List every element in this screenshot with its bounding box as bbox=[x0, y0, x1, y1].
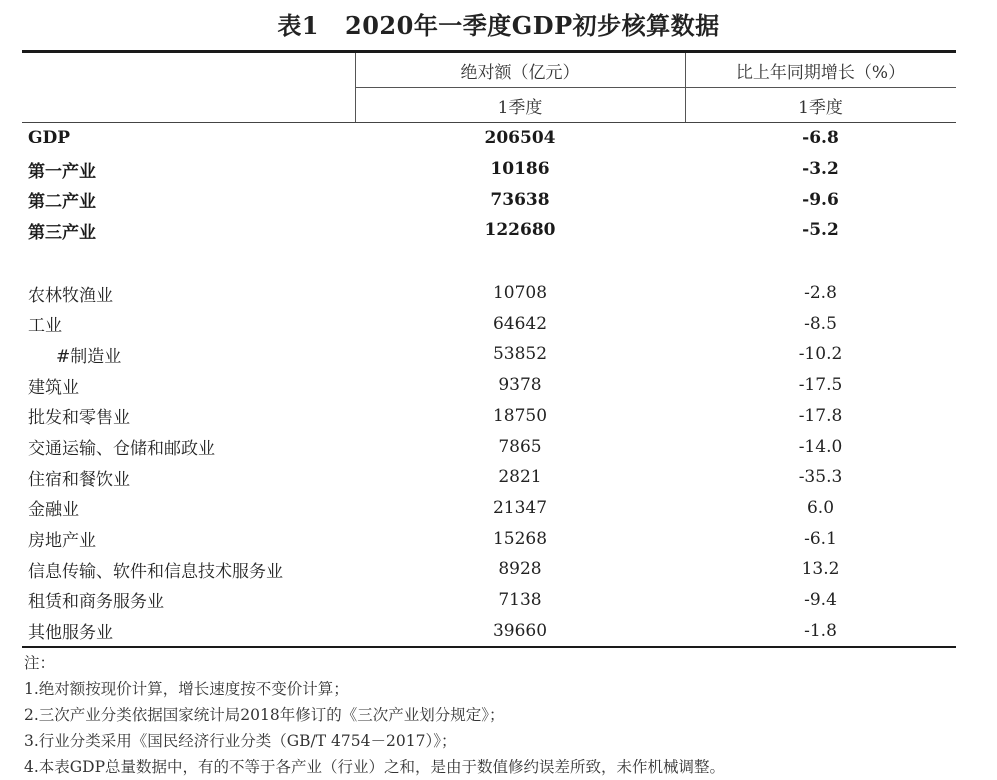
row-growth: -3.2 bbox=[802, 159, 839, 180]
row-name: 第二产业 bbox=[28, 192, 96, 213]
section-spacer bbox=[22, 246, 956, 278]
table-body bbox=[22, 123, 956, 646]
header-divider-1 bbox=[355, 53, 356, 122]
row-name: #制造业 bbox=[56, 346, 122, 367]
row-name: 租赁和商务服务业 bbox=[28, 592, 164, 613]
table-row bbox=[22, 493, 956, 524]
table-row bbox=[22, 615, 956, 646]
table-title-text: 2020年一季度GDP初步核算数据 bbox=[345, 11, 720, 40]
table-row bbox=[22, 370, 956, 401]
row-name: 住宿和餐饮业 bbox=[28, 469, 130, 490]
table-row bbox=[22, 585, 956, 616]
row-value: 53852 bbox=[492, 344, 548, 365]
note-item: 3.行业分类采用《国民经济行业分类（GB/T 4754－2017）》； bbox=[24, 732, 457, 750]
row-value: 39660 bbox=[492, 620, 548, 641]
row-growth: -9.6 bbox=[802, 189, 839, 210]
row-value: 64642 bbox=[492, 313, 548, 334]
row-growth: -5.2 bbox=[802, 220, 839, 241]
table-row bbox=[22, 554, 956, 585]
gdp-table bbox=[22, 50, 956, 648]
row-growth: -6.8 bbox=[802, 128, 839, 149]
row-name: 其他服务业 bbox=[28, 623, 113, 644]
header-divider-2 bbox=[685, 53, 686, 122]
note-item: 2.三次产业分类依据国家统计局2018年修订的《三次产业划分规定》； bbox=[24, 706, 505, 724]
table-row bbox=[22, 401, 956, 432]
row-name: 农林牧渔业 bbox=[28, 285, 113, 306]
row-value: 206504 bbox=[484, 128, 556, 149]
row-name: 工业 bbox=[28, 316, 62, 337]
table-row bbox=[22, 308, 956, 339]
table-number: 表1 bbox=[277, 11, 320, 40]
table-row bbox=[22, 278, 956, 309]
row-value: 18750 bbox=[492, 405, 548, 426]
table-row bbox=[22, 462, 956, 493]
table-row bbox=[22, 431, 956, 462]
row-value: 10186 bbox=[490, 159, 550, 180]
note-item: 4.本表GDP总量数据中，有的不等于各产业（行业）之和，是由于数值修约误差所致，未作机械调整。 bbox=[24, 758, 726, 776]
row-growth: -17.8 bbox=[798, 405, 843, 426]
row-growth: -2.8 bbox=[804, 283, 837, 304]
header-sub-value: 1季度 bbox=[497, 97, 543, 118]
table-row bbox=[22, 123, 956, 154]
row-growth: -35.3 bbox=[798, 467, 843, 488]
row-growth: -14.0 bbox=[798, 436, 843, 457]
row-value: 8928 bbox=[498, 559, 542, 580]
row-growth: -10.2 bbox=[798, 344, 843, 365]
header-row-2 bbox=[22, 88, 956, 122]
row-growth: 6.0 bbox=[806, 497, 835, 518]
row-name: 房地产业 bbox=[28, 531, 96, 552]
row-name: 批发和零售业 bbox=[28, 408, 130, 429]
header-value: 绝对额（亿元） bbox=[460, 62, 580, 83]
row-name: 交通运输、仓储和邮政业 bbox=[28, 439, 215, 460]
header-row-1 bbox=[22, 53, 956, 87]
row-name: 信息传输、软件和信息技术服务业 bbox=[28, 561, 283, 582]
row-growth: -8.5 bbox=[804, 313, 837, 334]
header-sub-growth: 1季度 bbox=[798, 97, 843, 118]
row-growth: -6.1 bbox=[804, 528, 837, 549]
table-title bbox=[0, 6, 997, 41]
row-growth: -9.4 bbox=[804, 589, 837, 610]
table-notes bbox=[24, 650, 964, 780]
row-name: GDP bbox=[28, 128, 71, 149]
row-value: 73638 bbox=[490, 189, 550, 210]
row-value: 10708 bbox=[492, 283, 548, 304]
table-row bbox=[22, 184, 956, 215]
row-value: 2821 bbox=[498, 467, 542, 488]
table-row bbox=[22, 215, 956, 246]
row-name: 建筑业 bbox=[28, 377, 79, 398]
notes-heading: 注： bbox=[24, 654, 56, 672]
row-value: 122680 bbox=[484, 220, 556, 241]
row-value: 15268 bbox=[492, 528, 548, 549]
row-name: 第一产业 bbox=[28, 161, 96, 182]
row-growth: -17.5 bbox=[798, 375, 843, 396]
table-header bbox=[22, 53, 956, 122]
header-growth: 比上年同期增长（%） bbox=[735, 62, 906, 83]
note-item: 1.绝对额按现价计算，增长速度按不变价计算； bbox=[24, 680, 349, 698]
row-name: 金融业 bbox=[28, 500, 79, 521]
row-value: 7138 bbox=[498, 589, 542, 610]
row-value: 9378 bbox=[498, 375, 542, 396]
table-row bbox=[22, 154, 956, 185]
row-growth: -1.8 bbox=[804, 620, 837, 641]
row-value: 21347 bbox=[492, 497, 548, 518]
table-row bbox=[22, 523, 956, 554]
row-name: 第三产业 bbox=[28, 222, 96, 243]
row-growth: 13.2 bbox=[801, 559, 840, 580]
row-value: 7865 bbox=[498, 436, 542, 457]
table-bottom-rule bbox=[22, 646, 956, 648]
table-row bbox=[22, 339, 956, 370]
